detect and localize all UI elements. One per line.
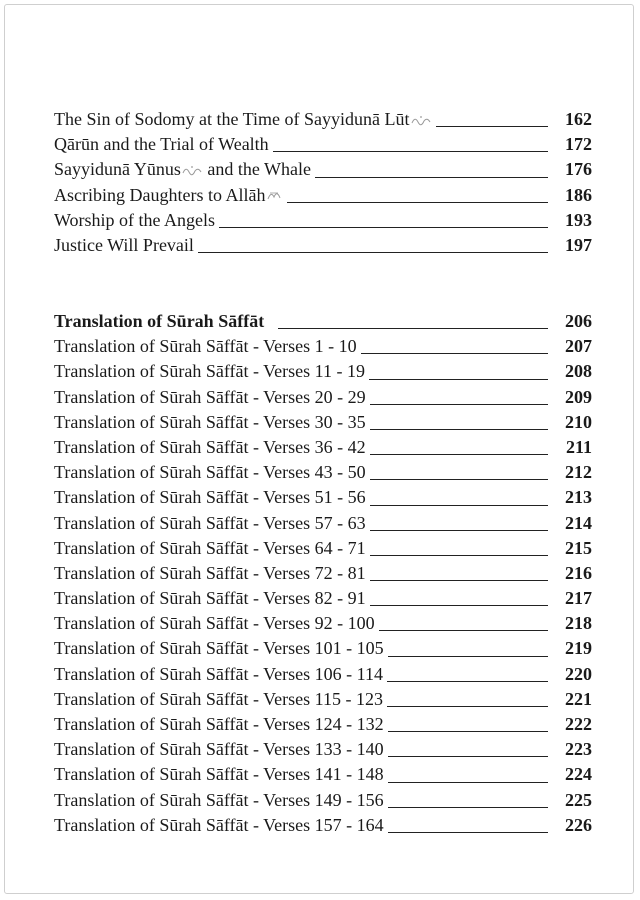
toc-entry[interactable] <box>54 385 592 410</box>
toc-entry[interactable] <box>54 334 592 359</box>
toc-leader-line <box>273 151 548 152</box>
toc-entry[interactable] <box>54 586 592 611</box>
toc-entry-title: The Sin of Sodomy at the Time of Sayyidunā Lūt <box>54 107 436 132</box>
toc-page-number: 224 <box>565 764 592 785</box>
toc-entry[interactable] <box>54 737 592 762</box>
toc-heading-title: Translation of Sūrah Sāffāt <box>54 311 265 331</box>
toc-page-number: 215 <box>565 537 592 558</box>
toc-leader-line <box>387 706 548 707</box>
toc-page-number: 217 <box>565 588 592 609</box>
toc-entry[interactable] <box>54 712 592 737</box>
toc-leader-line <box>369 379 548 380</box>
toc-leader-line <box>370 479 548 480</box>
toc-section-heading[interactable] <box>54 309 592 334</box>
honorific-calligraphy-icon <box>182 157 202 182</box>
toc-entry-title: Translation of Sūrah Sāffāt - Verses 133 - 140 <box>54 739 384 760</box>
toc-entry[interactable] <box>54 813 592 838</box>
toc-entry-title: Translation of Sūrah Sāffāt - Verses 20 - 29 <box>54 386 366 407</box>
toc-page-number: 176 <box>565 159 592 180</box>
toc-entry-title: Translation of Sūrah Sāffāt - Verses 57 - 63 <box>54 512 366 533</box>
toc-page-number: 214 <box>565 512 592 533</box>
toc-entry-title: Translation of Sūrah Sāffāt - Verses 106 - 114 <box>54 663 383 684</box>
toc-entry-title: Translation of Sūrah Sāffāt - Verses 1 - 10 <box>54 336 357 357</box>
toc-leader-line <box>388 656 548 657</box>
toc-page-number: 197 <box>565 234 592 255</box>
toc-entry-title: Translation of Sūrah Sāffāt - Verses 30 - 35 <box>54 411 366 432</box>
toc-leader-line <box>370 605 548 606</box>
toc-entry[interactable] <box>54 662 592 687</box>
toc-page-number: 162 <box>565 109 592 129</box>
toc-entry[interactable] <box>54 132 592 157</box>
toc-leader-line <box>370 404 548 405</box>
toc-page-number: 219 <box>565 638 592 659</box>
toc-section-two <box>54 309 592 838</box>
toc-entry-title: Translation of Sūrah Sāffāt - Verses 115 - 123 <box>54 688 383 709</box>
toc-entry[interactable] <box>54 460 592 485</box>
toc-page-number: 206 <box>565 311 592 331</box>
toc-leader-line <box>370 555 548 556</box>
toc-leader-line <box>370 454 548 455</box>
toc-entry-title: Worship of the Angels <box>54 209 216 230</box>
toc-leader-line <box>370 429 548 430</box>
toc-entry[interactable] <box>54 233 592 258</box>
toc-entry-title: Translation of Sūrah Sāffāt - Verses 101 - 105 <box>54 638 384 659</box>
toc-leader-line <box>388 731 548 732</box>
toc-leader-line <box>388 756 548 757</box>
toc-page-number: 212 <box>565 462 592 483</box>
toc-entry[interactable] <box>54 435 592 460</box>
toc-page-number: 172 <box>565 134 592 155</box>
verse-list <box>54 334 592 838</box>
toc-leader-line <box>278 328 548 329</box>
toc-page-number: 223 <box>565 739 592 760</box>
toc-entry[interactable] <box>54 359 592 384</box>
toc-page-number: 211 <box>565 436 592 457</box>
toc-page-number: 207 <box>565 336 592 357</box>
toc-entry-title: Translation of Sūrah Sāffāt - Verses 11 - 19 <box>54 361 365 382</box>
toc-entry-title: Justice Will Prevail <box>54 234 194 255</box>
toc-entry[interactable] <box>54 107 592 132</box>
toc-entry[interactable] <box>54 611 592 636</box>
toc-entry[interactable] <box>54 511 592 536</box>
toc-entry-title: Translation of Sūrah Sāffāt - Verses 82 - 91 <box>54 588 366 609</box>
toc-page-number: 186 <box>565 184 592 205</box>
toc-leader-line <box>388 832 548 833</box>
toc-leader-line <box>287 202 548 203</box>
toc-entry-title: Translation of Sūrah Sāffāt - Verses 51 - 56 <box>54 487 366 508</box>
toc-entry-title: Ascribing Daughters to Allāh <box>54 183 287 208</box>
toc-entry[interactable] <box>54 762 592 787</box>
toc-section-one <box>54 107 592 258</box>
toc-page-number: 221 <box>565 688 592 709</box>
toc-entry-title: Translation of Sūrah Sāffāt - Verses 92 - 100 <box>54 613 375 634</box>
toc-page-number: 208 <box>565 361 592 382</box>
toc-page-number: 210 <box>565 411 592 432</box>
toc-entry[interactable] <box>54 410 592 435</box>
toc-entry-title: Sayyidunā Yūnus and the Whale <box>54 157 315 182</box>
toc-leader-line <box>370 580 548 581</box>
toc-leader-line <box>387 681 548 682</box>
toc-page-number: 213 <box>565 487 592 508</box>
toc-entry[interactable] <box>54 208 592 233</box>
toc-entry-title: Translation of Sūrah Sāffāt - Verses 72 - 81 <box>54 562 366 583</box>
toc-page-number: 209 <box>565 386 592 407</box>
toc-entry-title: Translation of Sūrah Sāffāt - Verses 141 - 148 <box>54 764 384 785</box>
toc-page-number: 216 <box>565 562 592 583</box>
toc-leader-line <box>388 782 548 783</box>
toc-page-number: 225 <box>565 789 592 810</box>
toc-entry[interactable] <box>54 636 592 661</box>
toc-page-number: 222 <box>565 714 592 734</box>
toc-entry-title: Translation of Sūrah Sāffāt - Verses 157 - 164 <box>54 814 384 835</box>
toc-leader-line <box>388 807 548 808</box>
honorific-calligraphy-icon <box>266 183 282 208</box>
toc-entry[interactable] <box>54 536 592 561</box>
toc-entry[interactable] <box>54 788 592 813</box>
toc-leader-line <box>361 353 548 354</box>
toc-entry[interactable] <box>54 561 592 586</box>
toc-entry-title: Qārūn and the Trial of Wealth <box>54 134 269 155</box>
toc-entry-title: Translation of Sūrah Sāffāt - Verses 124 - 132 <box>54 714 384 734</box>
toc-leader-line <box>379 630 548 631</box>
toc-entry-title: Translation of Sūrah Sāffāt - Verses 149 - 156 <box>54 789 384 810</box>
toc-leader-line <box>370 505 548 506</box>
toc-page-number: 220 <box>565 663 592 684</box>
toc-leader-line <box>219 227 548 228</box>
toc-entry[interactable] <box>54 687 592 712</box>
toc-leader-line <box>370 530 548 531</box>
toc-leader-line <box>198 252 548 253</box>
toc-entry-title: Translation of Sūrah Sāffāt - Verses 43 - 50 <box>54 462 366 483</box>
toc-entry-title: Translation of Sūrah Sāffāt - Verses 64 - 71 <box>54 537 366 558</box>
toc-entry[interactable] <box>54 183 592 208</box>
toc-page-number: 193 <box>565 209 592 230</box>
toc-entry-title: Translation of Sūrah Sāffāt - Verses 36 - 42 <box>54 436 366 457</box>
toc-leader-line <box>315 177 548 178</box>
honorific-calligraphy-icon <box>411 107 431 132</box>
toc-leader-line <box>436 126 549 127</box>
toc-page-number: 226 <box>565 814 592 835</box>
toc-entry[interactable] <box>54 485 592 510</box>
toc-page-number: 218 <box>565 613 592 634</box>
toc-entry[interactable] <box>54 157 592 182</box>
